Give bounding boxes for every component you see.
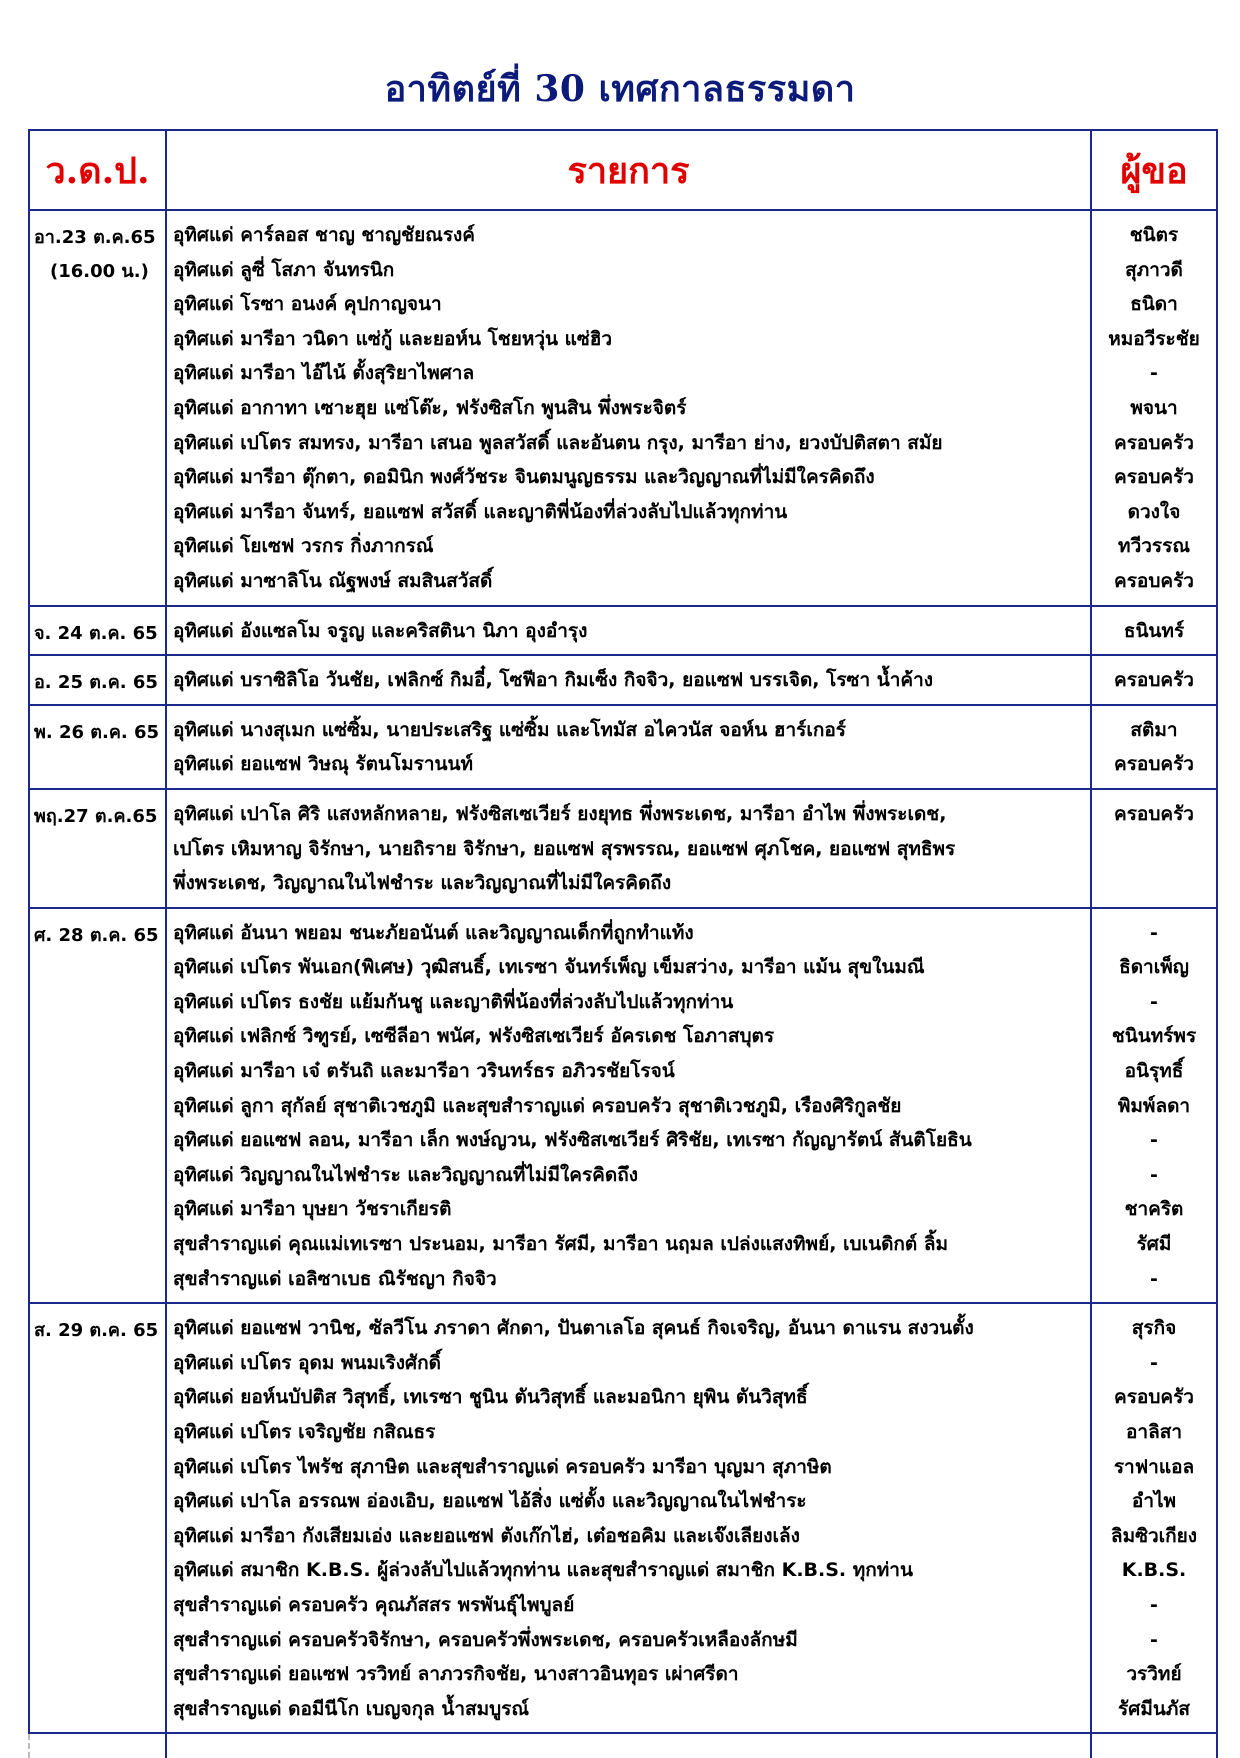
items-cell	[166, 908, 1091, 1304]
requester-name: สุภาวดี	[1125, 258, 1183, 281]
table-header-row	[29, 130, 1217, 210]
requester-name: ชนิตร	[1129, 224, 1179, 246]
date-cell	[29, 705, 166, 789]
intention-line: อุทิศแด่ ลูกา สุกัลย์ สุชาติเวชภูมิ และสุขสำราญแด่ ครอบครัว สุชาติเวชภูมิ, เรืองศิริกูลชัย	[173, 1094, 902, 1117]
intention-line: อุทิศแด่ อังแซลโม จรูญ และคริสตินา นิภา อุงอำรุง	[173, 619, 588, 642]
items-cell	[166, 789, 1091, 908]
table-row	[29, 789, 1217, 908]
requester-name: -	[1150, 362, 1158, 385]
date-cell	[29, 655, 166, 705]
intention-line: อุทิศแด่ ยอแซฟ วิษณุ รัตนโมรานนท์	[173, 753, 474, 776]
requester-name: ชนินทร์พร	[1111, 1025, 1197, 1048]
date-text: อา.23 ต.ค.65	[34, 227, 156, 248]
intention-line: อุทิศแด่ มารีอา ไอ๊ไน้ ตั้งสุริยาไพศาล	[173, 362, 475, 385]
requester-cell	[1091, 1303, 1217, 1733]
intention-line: อุทิศแด่ เฟลิกซ์ วิฑูรย์, เซซีลีอา พนัศ, ฟรังซิสเซเวียร์ อัครเดช โอภาสบุตร	[173, 1025, 775, 1048]
date-cell	[29, 908, 166, 1304]
requester-name: ธนินทร์	[1123, 619, 1185, 642]
table-row	[29, 908, 1217, 1304]
requester-name: -	[1150, 990, 1158, 1013]
date-text: พฤ.27 ต.ค.65	[34, 805, 158, 827]
intention-line: อุทิศแด่ มารีอา วนิดา แซ่กู้ และยอห์น โชยหวุ่น แซ่ฮิว	[173, 327, 613, 350]
requester-name: ดวงใจ	[1127, 500, 1181, 523]
requester-name: ครอบครัว	[1114, 802, 1194, 825]
requester-name: K.B.S.	[1121, 1559, 1187, 1582]
intention-line: อุทิศแด่ โยเซฟ วรกร กิ่งภากรณ์	[173, 535, 434, 558]
time-text: (16.00 น.)	[50, 261, 149, 282]
requester-name: พิมพ์ลดา	[1117, 1094, 1191, 1117]
date-cell	[29, 606, 166, 656]
intention-line: อุทิศแด่ ยอแซฟ ลอน, มารีอา เล็ก พงษ์ญวน, ฟรังซิสเซเวียร์ ศิริชัย, เทเรซา กัญญารัตน์ สันติโยธิน	[173, 1129, 972, 1152]
date-text: จ. 24 ต.ค. 65	[34, 622, 158, 644]
requester-cell	[1091, 655, 1217, 705]
intention-line: สุขสำราญแด่ ครอบครัวจิรักษา, ครอบครัวพึ่งพระเดช, ครอบครัวเหลืองลักษมี	[173, 1628, 798, 1651]
date-cell	[29, 789, 166, 908]
intention-line: สุขสำราญแด่ คุณแม่เทเรซา ประนอม, มารีอา รัศมี, มารีอา นฤมล เปล่งแสงทิพย์, เบเนดิกต์ ลิ้ม	[173, 1233, 949, 1256]
intention-line: สุขสำราญแด่ ครอบครัว คุณภัสสร พรพันธุ์ไพบูลย์	[173, 1593, 575, 1616]
intention-line: สุขสำราญแด่ ดอมีนีโก เบญจกุล น้ำสมบูรณ์	[173, 1697, 530, 1720]
intention-line: อุทิศแด่ โรซา อนงค์ คุปกาญจนา	[173, 293, 442, 316]
intention-line: อุทิศแด่ สมาชิก K.B.S. ผู้ล่วงลับไปแล้วทุกท่าน และสุขสำราญแด่ สมาชิก K.B.S. ทุกท่าน	[173, 1559, 913, 1582]
table-row	[29, 705, 1217, 789]
table-row	[29, 1303, 1217, 1733]
requester-name: ครอบครัว	[1114, 431, 1194, 454]
intention-line: อุทิศแด่ มารีอา จันทร์, ยอแซฟ สวัสดิ์ และญาติพี่น้องที่ล่วงลับไปแล้วทุกท่าน	[173, 500, 788, 523]
items-cell	[166, 655, 1091, 705]
items-cell	[166, 705, 1091, 789]
intention-line: อุทิศแด่ อันนา พยอม ชนะภัยอนันต์ และวิญญาณเด็กที่ถูกทำแท้ง	[173, 921, 694, 944]
empty-cell	[29, 1733, 166, 1758]
requester-name: ทวีวรรณ	[1118, 535, 1190, 558]
intention-line: อุทิศแด่ นางสุเมก แซ่ซิ้ม, นายประเสริฐ แซ่ซิ้ม และโทมัส อไควนัส จอห์น ฮาร์เกอร์	[173, 718, 846, 741]
intention-line: อุทิศแด่ เปโตร ไพรัช สุภาษิต และสุขสำราญแด่ ครอบครัว มารีอา บุญมา สุภาษิต	[173, 1455, 832, 1478]
intention-line: อุทิศแด่ บราซิลิโอ วันชัย, เฟลิกซ์ กิมอี๋, โซฟีอา กิมเซ็ง กิจจิว, ยอแซฟ บรรเจิด, โรซา น้ำค้าง	[173, 669, 934, 692]
table-row	[29, 606, 1217, 656]
header-date: ว.ด.ป.	[29, 130, 166, 210]
intention-line: เปโตร เหิมหาญ จิรักษา, นายถิราย จิรักษา, ยอแซฟ สุรพรรณ, ยอแซฟ ศุภโชค, ยอแซฟ สุทธิพร	[173, 837, 956, 860]
items-cell	[166, 606, 1091, 656]
requester-name: -	[1150, 1351, 1158, 1374]
intention-line: อุทิศแด่ มารีอา กังเสียมเอ่ง และยอแซฟ ตังเก๊กไฮ่, เต๋อชอคิม และเจ๊งเลียงเล้ง	[173, 1524, 800, 1547]
intention-line: อุทิศแด่ มารีอา ตุ๊กตา, ดอมินิก พงศ์วัชระ จินตมนูญธรรม และวิญญาณที่ไม่มีใครคิดถึง	[173, 466, 875, 489]
requester-name: ครอบครัว	[1114, 569, 1194, 592]
date-cell	[29, 1303, 166, 1733]
date-text: พ. 26 ต.ค. 65	[34, 721, 160, 743]
requester-cell	[1091, 210, 1217, 606]
intention-line: อุทิศแด่ วิญญาณในไฟชำระ และวิญญาณที่ไม่มีใครคิดถึง	[173, 1163, 638, 1186]
intention-line: สุขสำราญแด่ ยอแซฟ วรวิทย์ ลาภวรกิจชัย, นางสาวอินทุอร เผ่าศรีดา	[173, 1663, 739, 1686]
date-cell	[29, 210, 166, 606]
intention-line: อุทิศแด่ เปาโล อรรณพ อ่องเอิบ, ยอแซฟ ไอ้สิ่ง แซ่ตั้ง และวิญญาณในไฟชำระ	[173, 1490, 807, 1513]
requester-name: รัศมีนภัส	[1118, 1697, 1190, 1720]
requester-cell	[1091, 705, 1217, 789]
requester-name: -	[1150, 1129, 1158, 1152]
intention-line: อุทิศแด่ มารีอา เจ๋ ตรันถิ และมารีอา วรินทร์ธร อภิวรชัยโรจน์	[173, 1060, 675, 1083]
intention-line: อุทิศแด่ เปโตร อุดม พนมเริงศักดิ์	[173, 1351, 441, 1374]
requester-name: ครอบครัว	[1114, 753, 1194, 776]
requester-name: -	[1150, 1593, 1158, 1616]
requester-cell	[1091, 789, 1217, 908]
requester-name: ครอบครัว	[1114, 466, 1194, 489]
requester-name: ครอบครัว	[1114, 1386, 1194, 1409]
intention-line: พึ่งพระเดช, วิญญาณในไฟชำระ และวิญญาณที่ไม่มีใครคิดถึง	[173, 872, 672, 895]
requester-name: สติมา	[1130, 718, 1178, 741]
intention-line: อุทิศแด่ เปโตร สมทรง, มารีอา เสนอ พูลสวัสดิ์ และอันตน กรุง, มารีอา ย่าง, ยวงบัปติสตา สมัย	[173, 431, 943, 454]
requester-name: ราฟาแอล	[1113, 1455, 1195, 1478]
date-text: ส. 29 ต.ค. 65	[34, 1320, 159, 1342]
items-cell	[166, 210, 1091, 606]
empty-cell	[1091, 1733, 1217, 1758]
requester-name: พจนา	[1130, 396, 1178, 419]
requester-name: อำไพ	[1131, 1490, 1177, 1513]
page-title: อาทิตย์ที่ 30 เทศกาลธรรมดา	[384, 68, 856, 110]
requester-name: สุรกิจ	[1131, 1317, 1177, 1340]
requester-name: ชาคริต	[1124, 1198, 1184, 1221]
intention-line: อุทิศแด่ เปโตร ธงชัย แย้มกันชู และญาติพี่น้องที่ล่วงลับไปแล้วทุกท่าน	[173, 990, 734, 1013]
intention-line: อุทิศแด่ ยอห์นบัปติส วิสุทธิ์, เทเรซา ชูนิน ตันวิสุทธิ์ และมอนิกา ยุพิน ตันวิสุทธิ์	[173, 1386, 808, 1409]
intention-line: อุทิศแด่ คาร์ลอส ชาญ ชาญชัยณรงค์	[173, 224, 476, 246]
intention-line: อุทิศแด่ มารีอา บุษยา วัชราเกียรติ	[173, 1198, 452, 1221]
table-row	[29, 655, 1217, 705]
intention-line: อุทิศแด่ เปโตร เจริญชัย กสิณธร	[173, 1421, 436, 1443]
date-text: อ. 25 ต.ค. 65	[34, 672, 158, 694]
requester-name: ครอบครัว	[1114, 669, 1194, 692]
requester-name: ลิมซิวเกียง	[1110, 1524, 1198, 1547]
intention-line: อุทิศแด่ มาซาลิโน ณัฐพงษ์ สมสินสวัสดิ์	[173, 569, 493, 592]
requester-name: ธิดาเพ็ญ	[1119, 956, 1189, 979]
requester-name: อนิรุทธิ์	[1124, 1060, 1184, 1083]
requester-name: -	[1150, 1267, 1158, 1290]
empty-cell	[166, 1733, 1091, 1758]
requester-cell	[1091, 908, 1217, 1304]
requester-name: -	[1150, 1628, 1158, 1651]
requester-name: -	[1150, 1163, 1158, 1186]
requester-name: ธนิดา	[1130, 293, 1178, 316]
table-body	[29, 210, 1217, 1758]
table-row	[29, 210, 1217, 606]
intention-line: อุทิศแด่ ลูซี่ โสภา จันทรนิก	[173, 258, 395, 281]
requester-name: อาลิสา	[1126, 1421, 1182, 1443]
intention-line: อุทิศแด่ ยอแซฟ วานิช, ซัลวีโน ภราดา ศักดา, ปันตาเลโอ สุคนธ์ กิจเจริญ, อันนา ดาแรน สงวนตั้ง	[173, 1317, 974, 1340]
date-text: ศ. 28 ต.ค. 65	[34, 924, 159, 946]
items-cell	[166, 1303, 1091, 1733]
requester-name: หมอวีระชัย	[1108, 327, 1200, 350]
continuation-row	[29, 1733, 1217, 1758]
requester-cell	[1091, 606, 1217, 656]
intention-line: สุขสำราญแด่ เอลิซาเบธ ณิรัชญา กิจจิว	[173, 1267, 497, 1290]
requester-name: วรวิทย์	[1126, 1663, 1182, 1686]
intention-line: อุทิศแด่ เปโตร พันเอก(พิเศษ) วุฒิสนธิ์, เทเรซา จันทร์เพ็ญ เข็มสว่าง, มารีอา แม้น สุขในมณี	[173, 956, 925, 979]
requester-name: -	[1150, 921, 1158, 944]
requester-name: รัศมี	[1136, 1233, 1172, 1256]
header-items: รายการ	[166, 130, 1091, 210]
intention-line: อุทิศแด่ เปาโล ศิริ แสงหลักหลาย, ฟรังซิสเซเวียร์ ยงยุทธ พึ่งพระเดช, มารีอา อำไพ พึ่งพระเดช,	[173, 802, 947, 825]
intention-line: อุทิศแด่ อากาทา เซาะฮุย แซ่โต๊ะ, ฟรังซิสโก พูนสิน พึ่งพระจิตร์	[173, 396, 687, 419]
header-requester: ผู้ขอ	[1091, 130, 1217, 210]
mass-intentions-table	[28, 129, 1218, 1758]
